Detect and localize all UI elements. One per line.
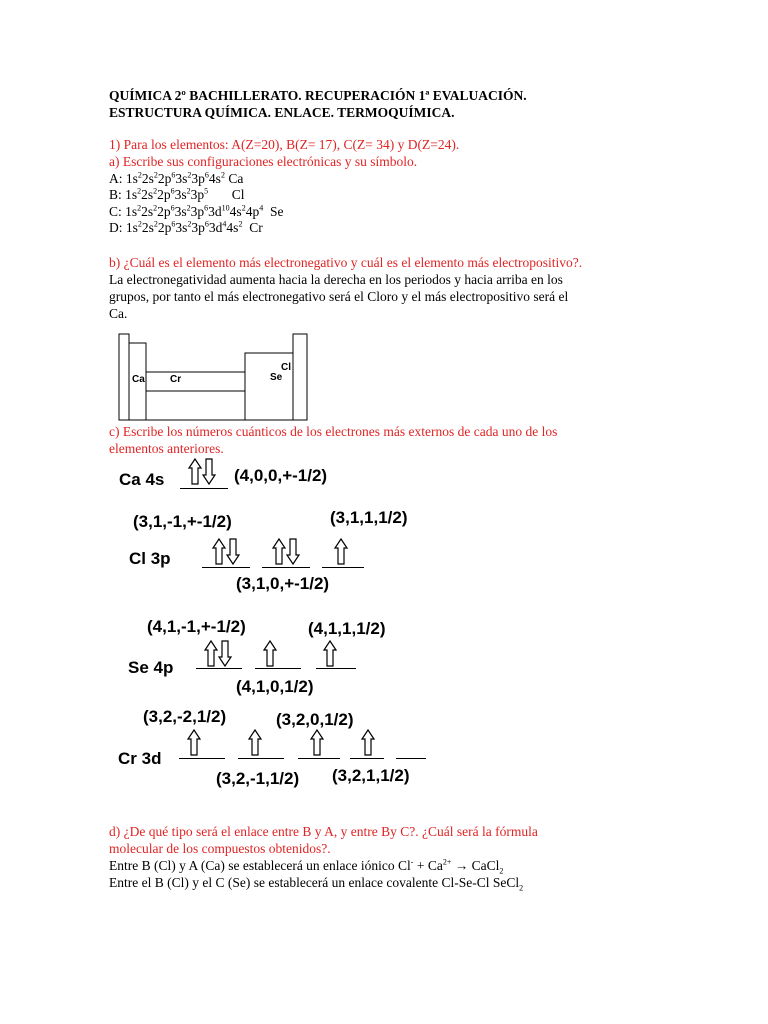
orbital-box-cl-2 <box>262 567 310 568</box>
spin-pair-icon <box>188 458 222 486</box>
orbital-box-se-1 <box>196 668 242 669</box>
quantum-numbers-ca: (4,0,0,+-1/2) <box>234 466 328 485</box>
quantum-numbers-cl-2: (3,1,1,1/2) <box>330 508 408 527</box>
answer-b-line-1: La electronegatividad aumenta hacia la derecha en los periodos y hacia arriba en los <box>109 272 563 287</box>
orbital-box-cl-3 <box>322 567 364 568</box>
table-label-se: Se <box>270 372 283 383</box>
spin-up-icon <box>248 729 264 757</box>
title-line-2: ESTRUCTURA QUÍMICA. ENLACE. TERMOQUÍMICA. <box>109 105 455 120</box>
orbital-label-cl: Cl 3p <box>129 549 171 568</box>
quantum-numbers-se-1: (4,1,-1,+-1/2) <box>147 617 246 636</box>
orbital-box-cr-5 <box>396 758 426 759</box>
orbital-box-se-2 <box>255 668 301 669</box>
quantum-numbers-cr-2: (3,2,0,1/2) <box>276 710 354 729</box>
orbital-box-cr-1 <box>179 758 225 759</box>
spin-up-icon <box>263 640 279 668</box>
orbital-label-se: Se 4p <box>128 658 174 677</box>
spin-pair-icon <box>212 538 246 566</box>
orbital-box-cr-3 <box>298 758 340 759</box>
question-b: b) ¿Cuál es el elemento más electronegativo y cuál es el elemento más electropositivo?. <box>109 255 583 270</box>
config-d: D: $1s^22s^22p^63s^23p^63d^44s^2$ Cr <box>109 219 263 235</box>
config-b: B: $1s^22s^22p^63s^23p^5$ Cl <box>109 186 245 202</box>
answer-d-line-2: Entre el B (Cl) y el C (Se) se establecerá un enlace covalente Cl-Se-Cl SeCl$_2$ <box>109 875 524 893</box>
question-c-line-2: elementos anteriores. <box>109 441 224 456</box>
quantum-numbers-cl-1: (3,1,-1,+-1/2) <box>133 512 232 531</box>
spin-up-icon <box>323 640 339 668</box>
question-c-line-1: c) Escribe los números cuánticos de los electrones más externos de cada uno de los <box>109 424 558 439</box>
orbital-box-cr-2 <box>238 758 284 759</box>
table-label-cr: Cr <box>170 374 182 385</box>
quantum-numbers-cr-3: (3,2,-1,1/2) <box>216 769 300 788</box>
orbital-box-cl-1 <box>202 567 250 568</box>
config-a: A: $1s^22s^22p^63s^23p^64s^2$ Ca <box>109 170 244 186</box>
question-a: a) Escribe sus configuraciones electrónicas y su símbolo. <box>109 154 418 169</box>
spin-pair-icon <box>272 538 306 566</box>
spin-up-icon <box>187 729 203 757</box>
title-line-1: QUÍMICA 2º BACHILLERATO. RECUPERACIÓN 1ª EVALUACIÓN. <box>109 88 527 103</box>
spin-up-icon <box>334 538 350 566</box>
answer-b-line-3: Ca. <box>109 306 128 321</box>
orbital-box-se-3 <box>316 668 356 669</box>
question-d-line-2: molecular de los compuestos obtenidos?. <box>109 841 331 856</box>
quantum-numbers-se-3: (4,1,0,1/2) <box>236 677 314 696</box>
quantum-numbers-cr-1: (3,2,-2,1/2) <box>143 707 227 726</box>
orbital-label-cr: Cr 3d <box>118 749 162 768</box>
quantum-numbers-cl-3: (3,1,0,+-1/2) <box>236 574 330 593</box>
orbital-label-ca: Ca 4s <box>119 470 165 489</box>
question-1-intro: 1) Para los elementos: A(Z=20), B(Z= 17), C(Z= 34) y D(Z=24). <box>109 137 460 152</box>
spin-up-icon <box>361 729 377 757</box>
orbital-box-ca <box>180 488 228 489</box>
config-c: C: $1s^22s^22p^63s^23p^63d^{10}4s^24p^4$ Se <box>109 203 284 219</box>
table-label-cl: Cl <box>281 362 291 373</box>
answer-d-line-1: Entre B (Cl) y A (Ca) se establecerá un enlace iónico $Cl^- + Ca^{2+}$ → CaCl$_2$ <box>109 857 504 876</box>
answer-b-line-2: grupos, por tanto el más electronegativo será el Cloro y el más electropositivo será el <box>109 289 569 304</box>
table-label-ca: Ca <box>132 374 145 385</box>
quantum-numbers-cr-4: (3,2,1,1/2) <box>332 766 410 785</box>
question-d-line-1: d) ¿De qué tipo será el enlace entre B y A, y entre By C?. ¿Cuál será la fórmula <box>109 824 538 839</box>
spin-up-icon <box>310 729 326 757</box>
orbital-box-cr-4 <box>350 758 384 759</box>
quantum-numbers-se-2: (4,1,1,1/2) <box>308 619 386 638</box>
spin-pair-icon <box>204 640 238 668</box>
periodic-table-sketch <box>118 333 318 423</box>
